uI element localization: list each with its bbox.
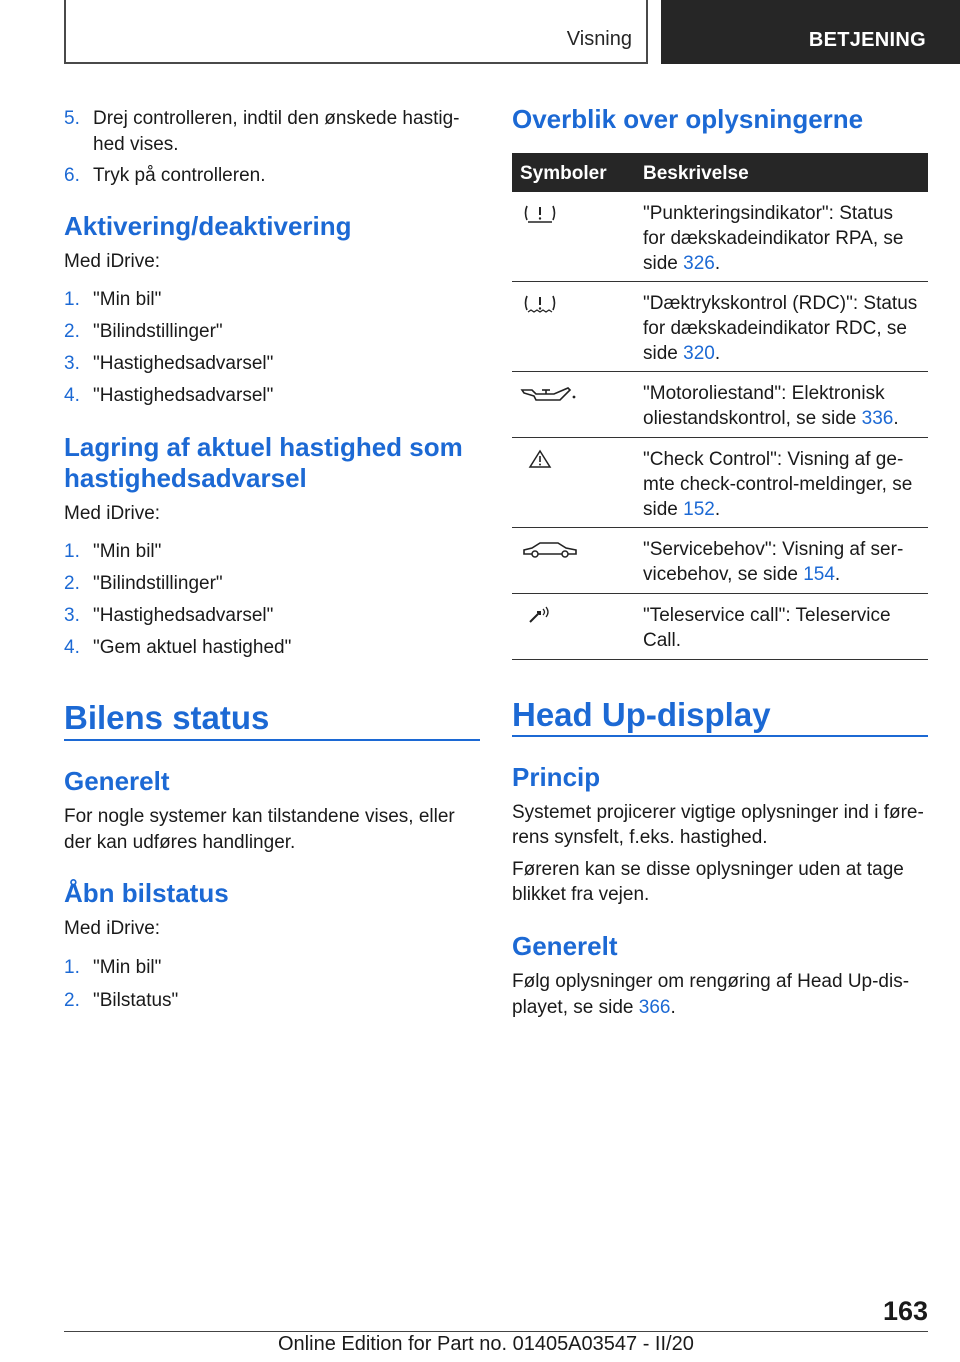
punctuation: . (714, 253, 721, 274)
heading-storage-line1: Lagring af aktuel hastighed som (64, 432, 463, 462)
step-text: Tryk på controlleren. (93, 165, 266, 186)
step-text: "Hastighedsadvarsel" (93, 385, 274, 406)
step-number: 6. (64, 165, 80, 186)
page-link[interactable]: 154 (803, 564, 835, 585)
step-number: 2. (64, 321, 80, 342)
heading-vehicle-status: Bilens status (64, 699, 270, 736)
table-row (512, 528, 928, 594)
section-title: Visning (566, 28, 632, 50)
description-line (643, 251, 928, 276)
description-text: side (643, 343, 684, 364)
step-text: hed vises. (93, 134, 179, 155)
car-service-icon (520, 538, 580, 560)
heading-general: Generelt (64, 766, 170, 796)
table-row (512, 438, 928, 528)
description-line (643, 562, 928, 587)
heading-hud-general: Generelt (512, 931, 618, 961)
description-line: mte check-control-meldinger, se (643, 474, 913, 495)
table-row (512, 594, 928, 660)
page-number: 163 (882, 1296, 928, 1326)
description-text: side (643, 253, 684, 274)
table-header (512, 153, 928, 192)
description-text: side (643, 499, 684, 520)
paragraph-line: Systemet projicerer vigtige oplysninger ind i føre- (512, 802, 924, 823)
description-line (643, 497, 928, 522)
step-list-top (64, 106, 480, 216)
page-link[interactable]: 326 (683, 253, 715, 274)
heading-principle: Princip (512, 762, 601, 792)
punctuation: . (670, 997, 676, 1018)
heading-rule (64, 739, 480, 741)
oil-can-icon (520, 382, 580, 404)
table-row (512, 192, 928, 282)
description-text: oliestandskontrol, se side (643, 408, 862, 429)
heading-overview: Overblik over oplysningerne (512, 104, 864, 134)
symbols-table (512, 153, 928, 660)
step-text: "Hastighedsadvarsel" (93, 605, 274, 626)
paragraph-line: der kan udføres handlinger. (64, 832, 296, 853)
table-row (512, 282, 928, 372)
description-line: "Servicebehov": Visning af ser- (643, 539, 904, 560)
intro-text: Med iDrive: (64, 251, 161, 272)
intro-text: Med iDrive: (64, 918, 161, 939)
step-number: 2. (64, 573, 80, 594)
description-line: "Dæktrykskontrol (RDC)": Status (643, 293, 918, 314)
punctuation: . (893, 408, 899, 429)
tire-warning-icon (520, 202, 560, 224)
step-text: "Bilstatus" (93, 990, 179, 1011)
header-bar (64, 0, 648, 64)
step-number: 1. (64, 541, 80, 562)
step-number: 3. (64, 605, 80, 626)
description-line: for dækskadeindikator RDC, se (643, 318, 907, 339)
heading-rule (512, 735, 928, 737)
chapter-tab (661, 0, 960, 64)
step-text: "Min bil" (93, 957, 162, 978)
step-number: 4. (64, 385, 80, 406)
paragraph-line: Følg oplysninger om rengøring af Head Up-dis- (512, 971, 910, 992)
footer-rule (64, 1331, 928, 1332)
description-line (643, 406, 928, 431)
paragraph-line (512, 995, 676, 1020)
footer-edition: Online Edition for Part no. 01405A03547 - II/20 (278, 1333, 694, 1355)
step-text: "Gem aktuel hastighed" (93, 637, 292, 658)
row-description (643, 291, 928, 366)
description-line (643, 628, 928, 653)
row-description (643, 603, 928, 653)
description-line (643, 341, 928, 366)
page-link[interactable]: 320 (683, 343, 715, 364)
description-line: for dækskadeindikator RPA, se (643, 228, 904, 249)
paragraph-text: playet, se side (512, 997, 639, 1018)
step-number: 2. (64, 990, 80, 1011)
heading-open-status: Åbn bilstatus (64, 878, 229, 908)
step-text: Drej controlleren, indtil den ønskede hastig- (93, 108, 460, 129)
row-description (643, 537, 928, 587)
warning-triangle-icon (520, 448, 560, 470)
description-line: "Teleservice call": Teleservice (643, 605, 891, 626)
step-text: "Min bil" (93, 289, 162, 310)
step-text: "Bilindstillinger" (93, 573, 223, 594)
heading-activation: Aktivering/deaktivering (64, 211, 352, 241)
step-number: 1. (64, 289, 80, 310)
description-line: "Punkteringsindikator": Status (643, 203, 894, 224)
description-text: vicebehov, se side (643, 564, 804, 585)
step-number: 5. (64, 108, 80, 129)
step-text: "Hastighedsadvarsel" (93, 353, 274, 374)
heading-hud: Head Up-display (512, 696, 771, 733)
paragraph-line: rens synsfelt, f.eks. hastighed. (512, 827, 768, 848)
description-line: "Motoroliestand": Elektronisk (643, 383, 885, 404)
row-description (643, 201, 928, 276)
heading-storage-line2: hastighedsadvarsel (64, 463, 307, 493)
step-text: "Bilindstillinger" (93, 321, 223, 342)
page-link[interactable]: 336 (861, 408, 894, 429)
teleservice-icon (520, 604, 560, 626)
punctuation: . (714, 499, 721, 520)
page-link[interactable]: 366 (638, 997, 671, 1018)
column-header-symbols: Symboler (520, 163, 607, 184)
table-row (512, 372, 928, 438)
description-line: "Check Control": Visning af ge- (643, 449, 904, 470)
column-header-description: Beskrivelse (643, 163, 749, 184)
paragraph-line: For nogle systemer kan tilstandene vises, eller (64, 806, 455, 827)
tire-pressure-icon (520, 292, 560, 314)
chapter-title: BETJENING (808, 29, 926, 51)
page-link[interactable]: 152 (683, 499, 715, 520)
row-description (643, 381, 928, 431)
step-number: 1. (64, 957, 80, 978)
punctuation: . (834, 564, 841, 585)
paragraph-line: blikket fra vejen. (512, 884, 650, 905)
punctuation: . (714, 343, 721, 364)
description-text: Call. (643, 630, 682, 651)
paragraph-line: Føreren kan se disse oplysninger uden at tage (512, 859, 904, 880)
step-number: 4. (64, 637, 80, 658)
row-description (643, 447, 928, 522)
step-number: 3. (64, 353, 80, 374)
step-text: "Min bil" (93, 541, 162, 562)
intro-text: Med iDrive: (64, 503, 161, 524)
